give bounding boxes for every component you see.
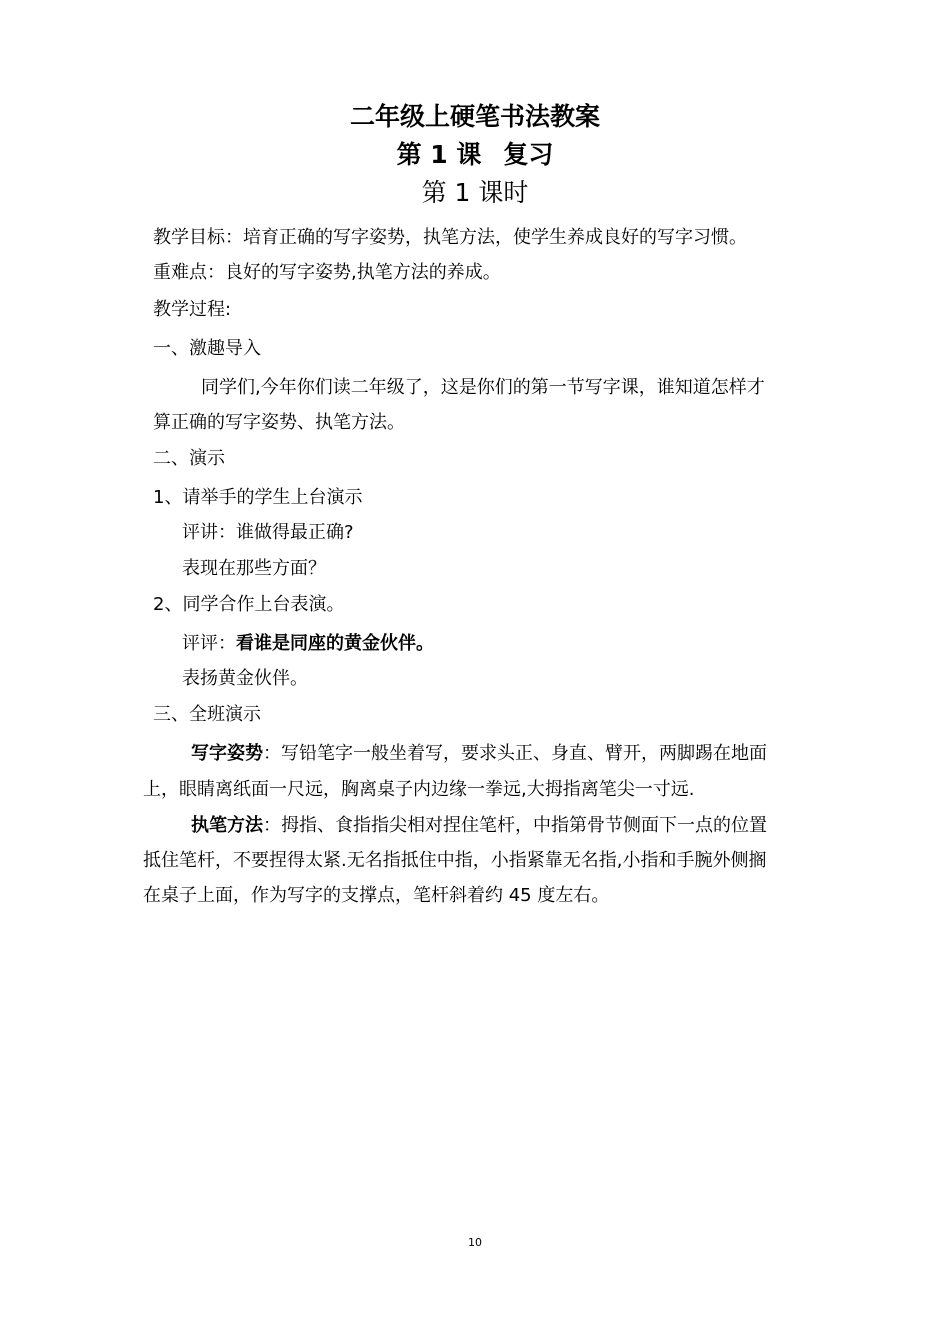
intro-paragraph-line: 同学们,今年你们读二年级了，这是你们的第一节写字课，谁知道怎样才 xyxy=(201,377,765,398)
teaching-objective: 教学目标：培育正确的写字姿势，执笔方法，使学生养成良好的写字习惯。 xyxy=(153,227,747,248)
key-difficulty: 重难点：良好的写字姿势,执笔方法的养成。 xyxy=(153,262,501,283)
lesson-number: 第 1 课 xyxy=(396,140,482,169)
grip-text: ：拇指、食指指尖相对捏住笔杆，中指第骨节侧面下一点的位置 xyxy=(263,815,767,836)
process-label: 教学过程: xyxy=(153,299,232,320)
demo-item-1: 1、请举手的学生上台演示 xyxy=(153,487,363,508)
section-heading-demo: 二、演示 xyxy=(153,448,225,469)
lesson-topic: 复习 xyxy=(503,140,554,169)
posture-text: ：写铅笔字一般坐着写，要求头正、身直、臂开，两脚踢在地面 xyxy=(263,743,767,764)
grip-paragraph-line: 在桌子上面，作为写字的支撑点，笔杆斜着约 45 度左右。 xyxy=(143,885,610,906)
document-title: 二年级上硬笔书法教案 xyxy=(349,102,600,131)
grip-paragraph-line: 抵住笔杆，不要捏得太紧.无名指抵住中指，小指紧靠无名指,小指和手腕外侧搁 xyxy=(143,850,767,871)
demo-item-1-note: 表现在那些方面？ xyxy=(182,558,326,579)
review-label: 评评： xyxy=(182,633,236,654)
grip-label: 执笔方法 xyxy=(191,815,263,836)
grip-paragraph-line xyxy=(191,817,767,835)
posture-paragraph-line xyxy=(191,745,767,763)
posture-label: 写字姿势 xyxy=(191,743,263,764)
posture-paragraph-line: 上，眼睛离纸面一尺远，胸离桌子内边缘一拳远,大拇指离笔尖一寸远. xyxy=(143,779,695,800)
section-heading-intro: 一、激趣导入 xyxy=(153,338,261,359)
section-heading-class-demo: 三、全班演示 xyxy=(153,704,261,725)
demo-item-1-review: 评讲：谁做得最正确? xyxy=(182,522,354,543)
demo-item-2: 2、同学合作上台表演。 xyxy=(153,594,345,615)
review-emphasis: 看谁是同座的黄金伙伴。 xyxy=(236,633,434,654)
lesson-heading xyxy=(0,142,950,167)
lesson-period: 第 1 课时 xyxy=(421,178,529,207)
demo-item-2-review xyxy=(182,635,434,653)
intro-paragraph-line: 算正确的写字姿势、执笔方法。 xyxy=(153,412,405,433)
page-number: 10 xyxy=(468,1236,482,1249)
demo-item-2-note: 表扬黄金伙伴。 xyxy=(182,668,308,689)
